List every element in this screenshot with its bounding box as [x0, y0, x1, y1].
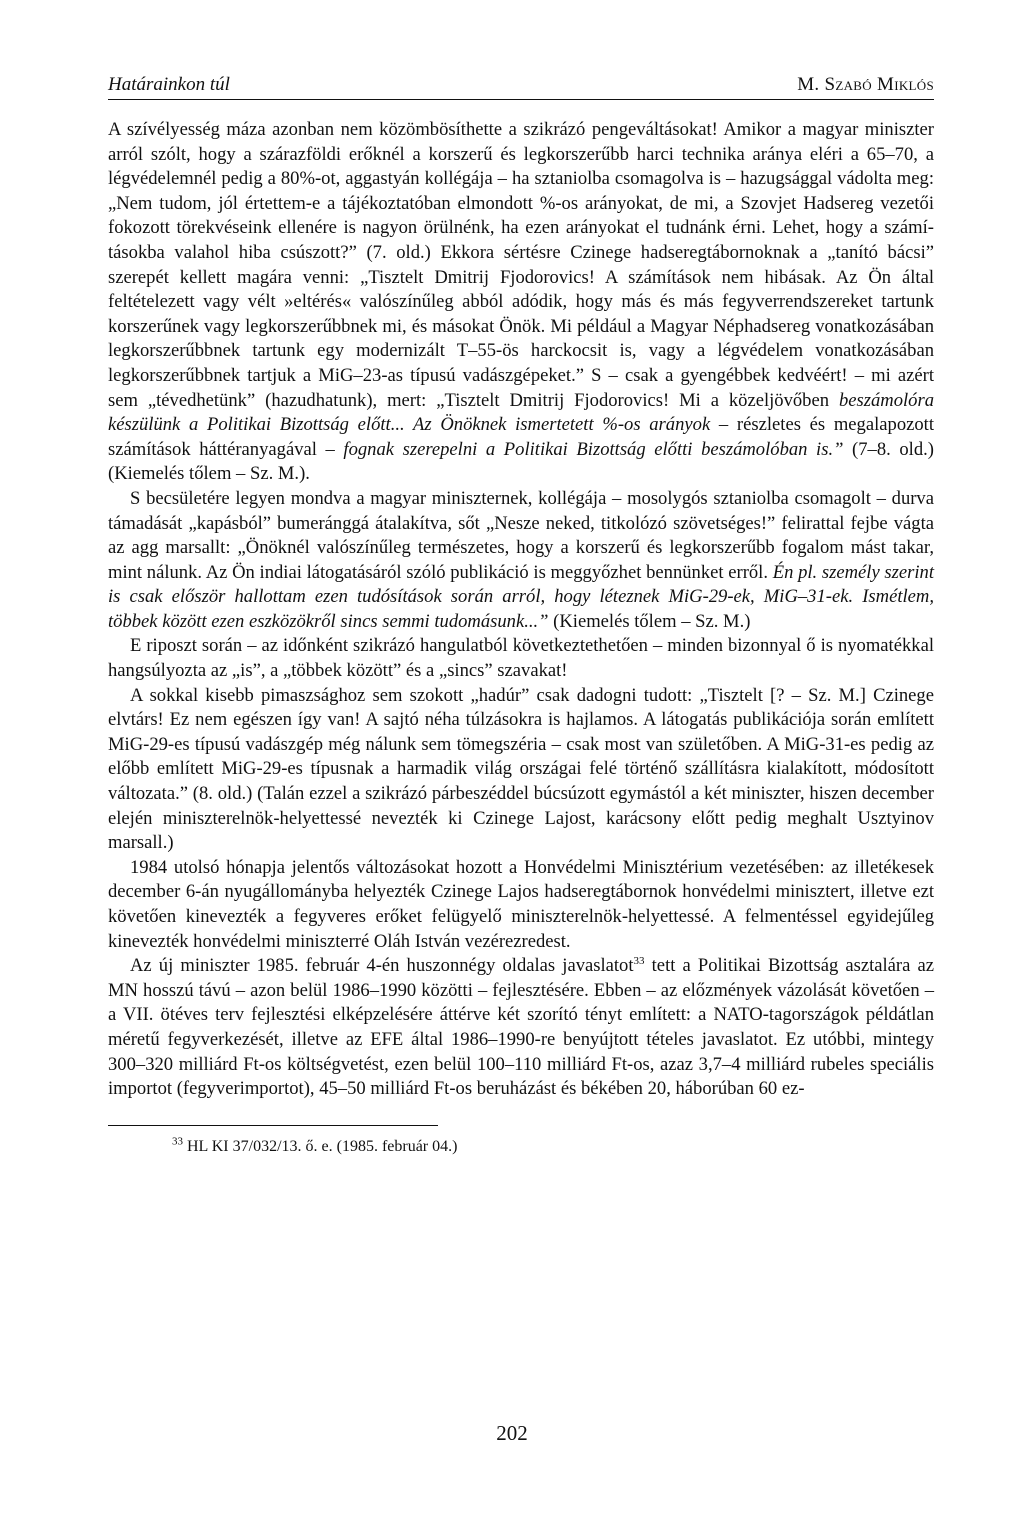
emphasis-text: Én pl. személy szerint is csak először hallottam ezen tudósítások során arról, hogy léteznek MiG-29-ek, MiG–31-ek. Ismétlem, többek között ezen eszközökről sincs semmi tudomásunk...”: [108, 561, 935, 632]
footnote-text: HL KI 37/032/13. ő. e. (1985. február 04.): [187, 1137, 458, 1155]
paragraph: [108, 634, 934, 683]
page: [108, 74, 934, 1157]
paragraph-text: (7–8. old.) (Kiemelés tőlem – Sz. M.).: [108, 438, 934, 485]
paragraph-text: 1984 utolsó hónapja jelentős változásokat hozott a Honvédelmi Minisztérium vezetésében: az illetékesek december 6-án nyugállományba helyezték Czinege Lajos hadseregtábornok honvédelmi minisztert, illetve ezt követően kinevezték a fegyveres erőket felügyelő miniszterelnök-helyettessé. A felmentéssel egyidejűleg kinevezték honvédelmi miniszterré Oláh István vezérezredest.: [108, 856, 934, 952]
paragraph-text: Az új miniszter 1985. február 4-én huszonnégy oldalas javaslatot: [130, 955, 634, 977]
body-text: [108, 118, 934, 1102]
paragraph-text: (Kiemelés tőlem – Sz. M.): [548, 610, 751, 632]
footnote-reference: 33: [633, 955, 645, 967]
running-head: [108, 74, 934, 100]
footnote-number: 33: [172, 1135, 183, 1148]
paragraph: [108, 684, 934, 856]
footnote-divider: [108, 1125, 438, 1126]
paragraph: [108, 954, 934, 1102]
page-number: 202: [496, 1421, 528, 1445]
paragraph: [108, 856, 934, 954]
paragraph-text: A szívélyesség máza azonban nem közömbösíthette a szikrázó pengeváltásokat! Amikor a magyar miniszter arról szólt, hogy a szárazföldi erőknél a korszerű és legkorszerűbb harci technika aránya eléri a 65–70, a légvédelemnél pedig a 80%-ot, aggastyán kollégája – ha sztaniolba csomagolva is – hazugsággal vádolta meg: „Nem tudom, jól értettem-e a tájékoztatóban elmondott %-os arányokat, de mi, a Szovjet Hadsereg vezetői fokozott törekvéseink ellenére is nagyon örülnénk, ha ezen arányokat el tudnánk érni. Lehet, hogy a számításokba valahol hiba csúszott?” (7. old.) Ekkora sértésre Czinege hadseregtábornoknak a „tanító bácsi” szerepét kellett magára venni: „Tisztelt Dmitrij Fjodorovics! A számítások nem hibásak. Az Ön által feltételezett vagy vélt »eltérés« valószínűleg abból adódik, hogy más és más fegyverrendszereket tartunk korszerűnek vagy legkorszerűbbnek mi, és másokat Önök. Mi például a Magyar Néphadsereg vonatkozásában legkorszerűbbnek tartunk egy modernizált T–55-ös harckocsit is, vagy a légvédelem vonatkozásában legkorszerűbbnek tartjuk a MiG–23-as típusú vadászgépeket.” S – csak a gyengébbek kedvéért! – mi azért sem „tévedhetünk” (hazudhatunk), mert: „Tisztelt Dmitrij Fjodorovics! Mi a közeljövőben: [108, 119, 934, 411]
paragraph-text: tett a Politikai Bizottság asztalára az MN hosszú távú – azon belül 1986–1990 közötti – fejlesztésére. Ebben – az előzmények vázolását követően – a VII. ötéves terv fejlesztési elképzelésére áttérve két szorító tényt említett: a NATO-tagországok példátlan méretű fegyverkezését, illetve az EFE által 1986–1990-re benyújtott tételes javaslatot. Ez utóbbi, mintegy 300–320 milliárd Ft-os költségvetést, ezen belül 100–110 milliárd Ft-os, azaz 3,7–4 milliárd rubeles speciális importot (fegyverimportot), 45–50 milliárd Ft-os beruházást és békében 20, háborúban 60 ez-: [108, 955, 934, 1100]
running-head-section-title: Határainkon túl: [108, 74, 230, 95]
paragraph-text: E riposzt során – az időnként szikrázó hangulatból következtethetően – minden bizonnyal ő is nyomatékkal hangsúlyozta az „is”, a „többek között” és a „sincs” szavakat!: [108, 635, 934, 682]
paragraph-text: – részletes és megalapozott számítások háttéranyagával –: [108, 414, 934, 460]
paragraph: [108, 487, 934, 635]
running-head-author: M. Szabó Miklós: [797, 74, 934, 95]
footnote: [108, 1137, 934, 1157]
paragraph-text: A sokkal kisebb pimaszsághoz sem szokott „hadúr” csak dadogni tudott: „Tisztelt [? – Sz. M.] Czinege elvtárs! Ez nem egészen így van! A sajtó néha túlzásokra is hajlamos. A látogatás publikációja során említett MiG-29-es típusú vadászgép még nálunk sem tömegszéria – csak most van születőben. A MiG-31-es pedig az előbb említett MiG-29-es típusnak a harmadik világ országai felé történő szállításra kialakított, módosított változata.” (8. old.) (Talán ezzel a szikrázó párbeszéddel búcsúzott egymástól a két miniszter, hiszen december elején miniszterelnök-helyettessé nevezték ki Czinege Lajost, karácsony előtt pedig meghalt Usztyinov marsall.): [108, 684, 934, 854]
emphasis-text: fognak szerepelni a Politikai Bizottság előtti beszámolóban is.”: [343, 438, 844, 460]
paragraph: [108, 118, 934, 487]
paragraph-text: S becsületére legyen mondva a magyar miniszternek, kollégája – mosolygós sztaniolba csomagolt – durva támadását „kapásból” bumeránggá átalakítva, sőt „Nesze neked, titkolózó szövetséges!” felirattal fejbe vágta az agg marsallt: „Önöknél valószínűleg természetes, hogy a korszerű és legkorszerűbb fogalom mást takar, mint nálunk. Az Ön indiai látogatásáról szóló publikáció is meggyőzhet bennünket erről.: [108, 487, 934, 583]
emphasis-text: beszámolóra készülünk a Politikai Bizottság előtt... Az Önöknek ismertetett %-os arányok: [108, 389, 934, 436]
